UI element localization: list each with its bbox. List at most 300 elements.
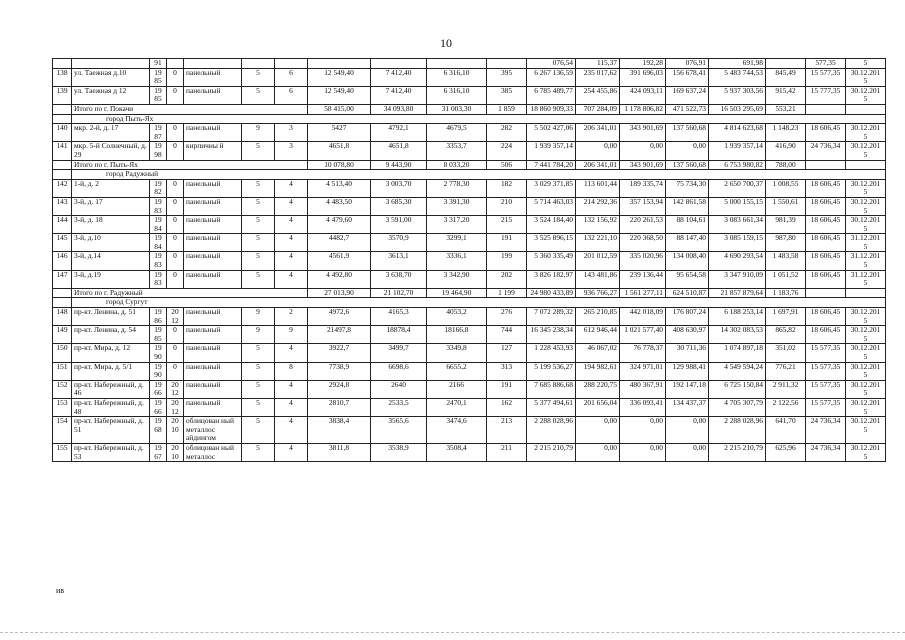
row-number-cell: 138	[53, 68, 72, 86]
floors-cell: 5	[242, 216, 275, 234]
norm-cost-cell: 15 577,35	[806, 344, 846, 362]
year-cell: 19 84	[150, 216, 167, 234]
total-area-cell: 4 483,50	[308, 197, 371, 215]
total-label-cell: Итого по г. Покачи	[72, 104, 308, 114]
renovation-year-cell: 20 12	[167, 308, 184, 326]
address-cell: 3-й, д.19	[72, 270, 150, 288]
cost-region-cell: 0,00	[620, 417, 666, 444]
cost-region-cell: 0,00	[620, 142, 666, 160]
living-area-cell: 2533,5	[371, 398, 427, 416]
entrances-cell: 4	[275, 344, 308, 362]
wall-material-cell: панельный	[184, 362, 242, 380]
cost-local-cell: 0,00	[666, 142, 709, 160]
empty-cell	[846, 160, 886, 170]
row-number-cell: 149	[53, 326, 72, 344]
cost-fund-cell: 132 156,92	[576, 216, 620, 234]
residential-area-cell: 3353,7	[427, 142, 487, 160]
total-area-cell: 3922,7	[308, 344, 371, 362]
address-cell: 3-й, д. 18	[72, 216, 150, 234]
norm-cost-cell: 18 606,45	[806, 252, 846, 270]
cost-owners-cell: 2 215 210,79	[709, 443, 766, 461]
table-row	[53, 252, 886, 270]
cost-total-cell: 3 029 371,85	[527, 179, 576, 197]
cost-fund-cell: 143 481,86	[576, 270, 620, 288]
entrances-cell: 6	[275, 68, 308, 86]
residential-area-cell: 3 342,90	[427, 270, 487, 288]
norm-cost-cell: 18 606,45	[806, 308, 846, 326]
cost-total-cell: 6 785 489,77	[527, 86, 576, 104]
cost-fund-cell: 214 292,36	[576, 197, 620, 215]
cost-local-cell: 137 560,68	[666, 124, 709, 142]
cost-region-cell: 336 093,41	[620, 398, 666, 416]
residential-area-cell: 4053,2	[427, 308, 487, 326]
address-cell: пр-кт. Мира, д. 12	[72, 344, 150, 362]
total-t4-cell: 137 560,68	[666, 160, 709, 170]
row-number-cell: 151	[53, 362, 72, 380]
cost-local-cell: 408 630,97	[666, 326, 709, 344]
wall-material-cell: панельный	[184, 270, 242, 288]
cost-owners-cell: 5 937 303,56	[709, 86, 766, 104]
cost-total-cell: 5 377 494,61	[527, 398, 576, 416]
cost-owners-cell: 4 549 594,24	[709, 362, 766, 380]
cost-fund-cell: 206 341,01	[576, 124, 620, 142]
wall-material-cell: панельный	[184, 308, 242, 326]
entrances-cell: 4	[275, 252, 308, 270]
cost-total-cell: 3 826 182,97	[527, 270, 576, 288]
table-row	[53, 308, 886, 326]
table-row	[53, 362, 886, 380]
cost-total-cell: 2 215 210,79	[527, 443, 576, 461]
entrances-cell: 9	[275, 326, 308, 344]
floors-cell: 5	[242, 344, 275, 362]
living-area-cell: 3499,7	[371, 344, 427, 362]
cost-region-cell: 239 136,44	[620, 270, 666, 288]
renovation-year-cell: 0	[167, 326, 184, 344]
renovation-year-cell: 0	[167, 216, 184, 234]
total-area-cell: 4 492,80	[308, 270, 371, 288]
unit-cost-cell: 776,21	[766, 362, 806, 380]
entrances-cell: 4	[275, 179, 308, 197]
section-title-cell: город Сургут	[72, 298, 886, 308]
year-cell: 19 83	[150, 252, 167, 270]
unit-cost-cell: 1 148,23	[766, 124, 806, 142]
housing-register-table	[52, 58, 886, 462]
table-row	[53, 179, 886, 197]
floors-cell: 9	[242, 124, 275, 142]
total-t1-cell: 7 441 784,20	[527, 160, 576, 170]
address-cell: пр-кт. Ленина, д. 54	[72, 326, 150, 344]
total-t1-cell: 24 980 433,89	[527, 288, 576, 298]
total-area-cell: 4 513,40	[308, 179, 371, 197]
cost-total-cell: 1 228 453,93	[527, 344, 576, 362]
cost-fund-cell: 113 601,44	[576, 179, 620, 197]
total-area-cell: 4561,9	[308, 252, 371, 270]
cost-fund-cell: 254 455,86	[576, 86, 620, 104]
cost-fund-cell: 201 656,04	[576, 398, 620, 416]
cost-fund-cell: 612 946,44	[576, 326, 620, 344]
total-area-cell: 12 549,40	[308, 86, 371, 104]
address-cell: 3-й, д.10	[72, 234, 150, 252]
amount-cell: 115,37	[576, 59, 620, 69]
norm-cost-cell: 15 577,35	[806, 68, 846, 86]
residents-cell: 191	[487, 380, 527, 398]
total-a1-cell: 58 415,00	[308, 104, 371, 114]
residential-area-cell: 3349,8	[427, 344, 487, 362]
address-cell: 3-й, д.14	[72, 252, 150, 270]
amount-cell: 192,28	[620, 59, 666, 69]
floors-cell: 5	[242, 362, 275, 380]
floors-cell: 5	[242, 417, 275, 444]
norm-cost-cell: 18 606,45	[806, 216, 846, 234]
living-area-cell: 4165,3	[371, 308, 427, 326]
unit-cost-cell: 1 483,58	[766, 252, 806, 270]
norm-cost-cell: 24 736,34	[806, 443, 846, 461]
entrances-cell: 4	[275, 398, 308, 416]
renovation-year-cell: 0	[167, 234, 184, 252]
total-row	[53, 104, 886, 114]
total-p-cell: 788,00	[766, 160, 806, 170]
row-number-cell: 153	[53, 398, 72, 416]
cost-total-cell: 6 267 136,59	[527, 68, 576, 86]
deadline-date-cell: 30.12.201 5	[846, 197, 886, 215]
floors-cell: 5	[242, 380, 275, 398]
row-number-cell: 139	[53, 86, 72, 104]
total-ppl-cell: 506	[487, 160, 527, 170]
cost-owners-cell: 2 650 700,37	[709, 179, 766, 197]
empty-cell	[806, 288, 846, 298]
norm-cost-cell: 15 777,35	[806, 86, 846, 104]
cost-local-cell: 156 678,41	[666, 68, 709, 86]
cost-fund-cell: 46 067,02	[576, 344, 620, 362]
section-title-cell: город Радужный	[72, 170, 886, 180]
page-number: 10	[440, 36, 452, 50]
living-area-cell: 6698,6	[371, 362, 427, 380]
empty-cell	[53, 298, 72, 308]
total-a2-cell: 34 093,80	[371, 104, 427, 114]
wall-material-cell: облицован ный металлос айдингом	[184, 417, 242, 444]
residential-area-cell: 3474,6	[427, 417, 487, 444]
deadline-date-cell: 30.12.201 5	[846, 142, 886, 160]
residents-cell: 385	[487, 86, 527, 104]
residents-cell: 213	[487, 417, 527, 444]
year-cell: 19 66	[150, 380, 167, 398]
year-cell: 19 85	[150, 68, 167, 86]
cost-fund-cell: 201 012,59	[576, 252, 620, 270]
empty-cell	[806, 104, 846, 114]
table-row	[53, 270, 886, 288]
entrances-cell: 3	[275, 142, 308, 160]
unit-cost-cell: 625,96	[766, 443, 806, 461]
unit-cost-cell: 2 122,56	[766, 398, 806, 416]
total-t3-cell: 1 561 277,11	[620, 288, 666, 298]
renovation-year-cell: 0	[167, 270, 184, 288]
bottom-mark: ив	[56, 586, 65, 595]
deadline-date-cell: 31.12.201 5	[846, 234, 886, 252]
address-cell: пр-кт. Набережный, д. 53	[72, 443, 150, 461]
cost-local-cell: 88 147,40	[666, 234, 709, 252]
wall-material-cell: панельный	[184, 124, 242, 142]
empty-cell	[53, 288, 72, 298]
cost-owners-cell: 4 705 307,79	[709, 398, 766, 416]
year-cell: 19 83	[150, 270, 167, 288]
cost-fund-cell: 235 017,62	[576, 68, 620, 86]
living-area-cell: 7 412,40	[371, 68, 427, 86]
row-number-cell: 143	[53, 197, 72, 215]
norm-cost-cell: 15 577,35	[806, 380, 846, 398]
cost-region-cell: 391 696,03	[620, 68, 666, 86]
entrances-cell: 4	[275, 380, 308, 398]
residential-area-cell: 18166,8	[427, 326, 487, 344]
wall-material-cell: панельный	[184, 344, 242, 362]
entrances-cell: 4	[275, 216, 308, 234]
residential-area-cell: 6 316,10	[427, 68, 487, 86]
wall-material-cell: панельный	[184, 197, 242, 215]
year-cell: 19 82	[150, 179, 167, 197]
residential-area-cell: 3508,4	[427, 443, 487, 461]
deadline-date-cell: 30.12.201 5	[846, 344, 886, 362]
cost-total-cell: 5 714 463,03	[527, 197, 576, 215]
renovation-year-cell: 0	[167, 86, 184, 104]
renovation-year-cell: 0	[167, 344, 184, 362]
amount-cell: 076,54	[527, 59, 576, 69]
total-area-cell: 4651,8	[308, 142, 371, 160]
entrances-cell: 3	[275, 124, 308, 142]
address-cell: ул. Таежная д 12	[72, 86, 150, 104]
cost-total-cell: 16 345 238,34	[527, 326, 576, 344]
table-row	[53, 234, 886, 252]
cost-owners-cell: 5 483 744,53	[709, 68, 766, 86]
cost-local-cell: 142 861,58	[666, 197, 709, 215]
total-area-cell: 7738,9	[308, 362, 371, 380]
wall-material-cell: панельный	[184, 398, 242, 416]
deadline-date-cell: 30.12.201 5	[846, 308, 886, 326]
table-row	[53, 142, 886, 160]
cost-region-cell: 335 020,96	[620, 252, 666, 270]
cost-total-cell: 5 360 335,49	[527, 252, 576, 270]
total-a1-cell: 27 013,90	[308, 288, 371, 298]
total-t3-cell: 1 178 806,82	[620, 104, 666, 114]
deadline-date-cell: 30.12.201 5	[846, 443, 886, 461]
norm-cost-cell: 18 606,45	[806, 234, 846, 252]
total-t4-cell: 624 510,87	[666, 288, 709, 298]
residents-cell: 127	[487, 344, 527, 362]
year-cell: 19 84	[150, 234, 167, 252]
row-number-cell: 140	[53, 124, 72, 142]
floors-cell: 5	[242, 68, 275, 86]
cost-region-cell: 1 021 577,40	[620, 326, 666, 344]
unit-cost-cell: 2 911,32	[766, 380, 806, 398]
living-area-cell: 3 638,70	[371, 270, 427, 288]
renovation-year-cell: 0	[167, 362, 184, 380]
cost-region-cell: 357 153,94	[620, 197, 666, 215]
living-area-cell: 3 003,70	[371, 179, 427, 197]
cost-owners-cell: 4 690 293,54	[709, 252, 766, 270]
total-t3-cell: 343 901,69	[620, 160, 666, 170]
unit-cost-cell: 987,80	[766, 234, 806, 252]
renovation-year-cell: 20 10	[167, 443, 184, 461]
unit-cost-cell: 845,49	[766, 68, 806, 86]
cost-region-cell: 480 367,91	[620, 380, 666, 398]
empty-cell	[53, 170, 72, 180]
floors-cell: 9	[242, 326, 275, 344]
living-area-cell: 18878,4	[371, 326, 427, 344]
cost-owners-cell: 3 083 661,34	[709, 216, 766, 234]
cost-local-cell: 192 147,18	[666, 380, 709, 398]
wall-material-cell: панельный	[184, 252, 242, 270]
total-a2-cell: 21 102,70	[371, 288, 427, 298]
address-cell: пр-кт. Набережный, д. 46	[72, 380, 150, 398]
renovation-year-cell: 20 12	[167, 380, 184, 398]
floors-cell: 5	[242, 270, 275, 288]
residential-area-cell: 3 317,20	[427, 216, 487, 234]
renovation-year-cell: 20 12	[167, 398, 184, 416]
deadline-date-cell: 30.12.201 5	[846, 68, 886, 86]
total-area-cell: 5427	[308, 124, 371, 142]
cost-owners-cell: 1 939 357,14	[709, 142, 766, 160]
total-ppl-cell: 1 859	[487, 104, 527, 114]
floors-cell: 5	[242, 86, 275, 104]
table-row	[53, 86, 886, 104]
cost-local-cell: 75 734,30	[666, 179, 709, 197]
address-cell: пр-кт. Ленина, д. 51	[72, 308, 150, 326]
year-cell: 19 68	[150, 417, 167, 444]
deadline-date-cell: 30.12.201 5	[846, 326, 886, 344]
year-cell: 19 85	[150, 86, 167, 104]
unit-cost-cell: 416,90	[766, 142, 806, 160]
year-cell: 19 86	[150, 308, 167, 326]
year-cell: 19 98	[150, 142, 167, 160]
entrances-cell: 2	[275, 308, 308, 326]
deadline-date-cell: 31.12.201 5	[846, 252, 886, 270]
cost-region-cell: 324 971,01	[620, 362, 666, 380]
total-area-cell: 3838,4	[308, 417, 371, 444]
total-row	[53, 160, 886, 170]
residents-cell: 215	[487, 216, 527, 234]
row-number-cell: 150	[53, 344, 72, 362]
address-cell: ул. Таежная д.10	[72, 68, 150, 86]
residents-cell: 191	[487, 234, 527, 252]
table-row	[53, 124, 886, 142]
total-t2-cell: 206 341,01	[576, 160, 620, 170]
cost-local-cell: 30 711,36	[666, 344, 709, 362]
date-cell: 5	[846, 59, 886, 69]
address-cell: 3-й, д. 17	[72, 197, 150, 215]
cost-local-cell: 134 008,40	[666, 252, 709, 270]
cost-region-cell: 220 261,53	[620, 216, 666, 234]
unit-cost-cell: 1 697,91	[766, 308, 806, 326]
total-t2-cell: 707 284,09	[576, 104, 620, 114]
residential-area-cell: 2470,1	[427, 398, 487, 416]
total-a2-cell: 9 443,90	[371, 160, 427, 170]
wall-material-cell: облицован ный металлос	[184, 443, 242, 461]
row-number-cell: 154	[53, 417, 72, 444]
renovation-year-cell: 0	[167, 68, 184, 86]
table-row-fragment	[53, 59, 886, 69]
cost-region-cell: 424 093,11	[620, 86, 666, 104]
deadline-date-cell: 30.12.201 5	[846, 398, 886, 416]
entrances-cell: 4	[275, 443, 308, 461]
wall-material-cell: панельный	[184, 179, 242, 197]
living-area-cell: 3 685,30	[371, 197, 427, 215]
total-p-cell: 1 183,76	[766, 288, 806, 298]
wall-material-cell: панельный	[184, 68, 242, 86]
cost-fund-cell: 0,00	[576, 417, 620, 444]
unit-cost-cell: 981,39	[766, 216, 806, 234]
total-area-cell: 4482,7	[308, 234, 371, 252]
scan-edge-line	[0, 632, 905, 634]
residential-area-cell: 6655,2	[427, 362, 487, 380]
total-t5-cell: 16 503 295,69	[709, 104, 766, 114]
cost-total-cell: 7 685 886,68	[527, 380, 576, 398]
empty-cell	[53, 160, 72, 170]
living-area-cell: 3613,1	[371, 252, 427, 270]
residents-cell: 395	[487, 68, 527, 86]
row-number-cell: 148	[53, 308, 72, 326]
norm-cost-cell: 18 606,45	[806, 270, 846, 288]
year-cell: 19 85	[150, 326, 167, 344]
floors-cell: 5	[242, 179, 275, 197]
total-label-cell: Итого по г. Пыть-Ях	[72, 160, 308, 170]
total-t2-cell: 936 766,27	[576, 288, 620, 298]
total-area-cell: 3811,8	[308, 443, 371, 461]
total-p-cell: 553,21	[766, 104, 806, 114]
residents-cell: 182	[487, 179, 527, 197]
total-a3-cell: 19 464,90	[427, 288, 487, 298]
living-area-cell: 4651,8	[371, 142, 427, 160]
cost-local-cell: 134 437,37	[666, 398, 709, 416]
cost-local-cell: 95 654,58	[666, 270, 709, 288]
entrances-cell: 8	[275, 362, 308, 380]
renovation-year-cell: 20 10	[167, 417, 184, 444]
cost-owners-cell: 6 725 150,84	[709, 380, 766, 398]
entrances-cell: 4	[275, 417, 308, 444]
residential-area-cell: 2 778,30	[427, 179, 487, 197]
renovation-year-cell: 0	[167, 252, 184, 270]
deadline-date-cell: 30.12.201 5	[846, 216, 886, 234]
total-a3-cell: 31 003,30	[427, 104, 487, 114]
address-cell: 1-й, д. 2	[72, 179, 150, 197]
residents-cell: 162	[487, 398, 527, 416]
cost-fund-cell: 132 221,10	[576, 234, 620, 252]
living-area-cell: 7 412,40	[371, 86, 427, 104]
year-cell: 19 90	[150, 362, 167, 380]
wall-material-cell: панельный	[184, 216, 242, 234]
row-number-cell: 152	[53, 380, 72, 398]
table-row	[53, 197, 886, 215]
row-number-cell: 142	[53, 179, 72, 197]
floors-cell: 9	[242, 308, 275, 326]
floors-cell: 5	[242, 234, 275, 252]
deadline-date-cell: 31.12.201 5	[846, 270, 886, 288]
total-ppl-cell: 1 199	[487, 288, 527, 298]
empty-cell	[806, 160, 846, 170]
cost-fund-cell: 288 220,75	[576, 380, 620, 398]
table-row	[53, 443, 886, 461]
cost-owners-cell: 6 188 253,14	[709, 308, 766, 326]
cost-region-cell: 442 018,09	[620, 308, 666, 326]
section-header-row	[53, 298, 886, 308]
entrances-cell: 4	[275, 234, 308, 252]
norm-cost-cell: 15 577,35	[806, 362, 846, 380]
total-area-cell: 4 479,60	[308, 216, 371, 234]
wall-material-cell: кирпичны й	[184, 142, 242, 160]
table-row	[53, 417, 886, 444]
residential-area-cell: 3299,1	[427, 234, 487, 252]
row-number-cell: 147	[53, 270, 72, 288]
row-number-cell: 145	[53, 234, 72, 252]
table-row	[53, 398, 886, 416]
cost-owners-cell: 3 347 910,09	[709, 270, 766, 288]
